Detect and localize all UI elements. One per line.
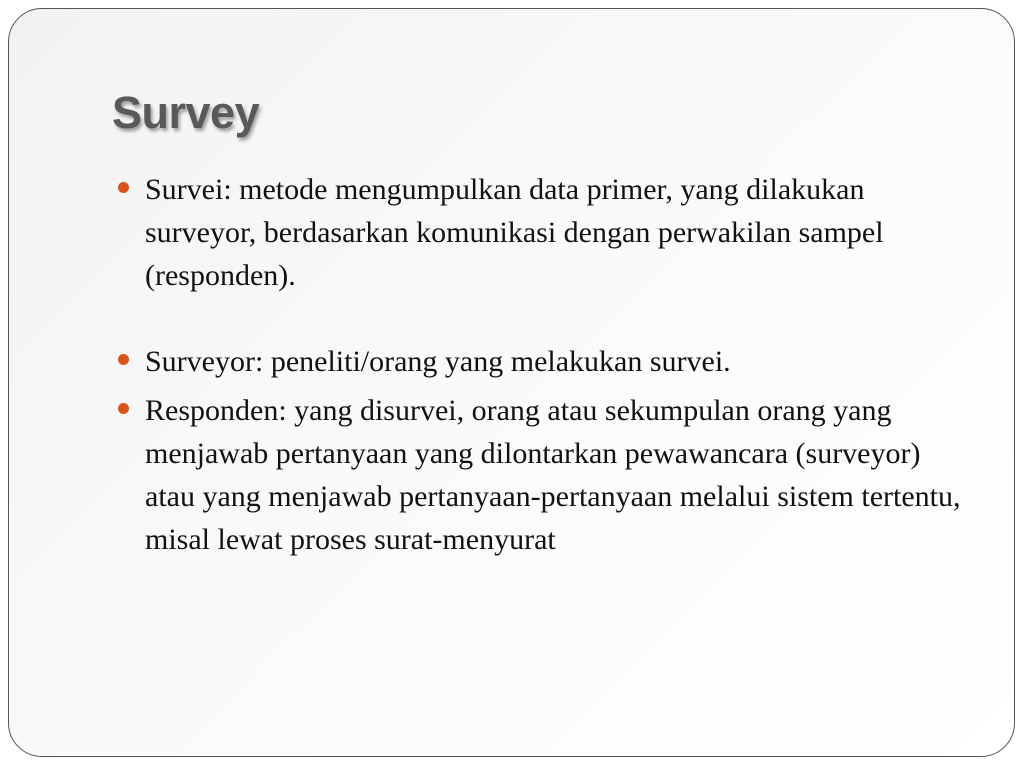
- bullet-list: [116, 168, 976, 561]
- bullet-text: Survei: metode mengumpulkan data primer, yang dilakukan surveyor, berdasarkan komunikasi dengan perwakilan sampel (responden).: [145, 173, 884, 292]
- bullet-dot-icon: [118, 354, 129, 365]
- bullet-text: Responden: yang disurvei, orang atau sekumpulan orang yang menjawab pertanyaan yang dilontarkan pewawancara (surveyor) atau yang menjawab pertanyaan-pertanyaan melalui sistem tertentu, misal lewat proses surat-menyurat: [145, 394, 961, 556]
- bullet-text: Surveyor: peneliti/orang yang melakukan survei.: [145, 345, 731, 378]
- bullet-dot-icon: [118, 182, 129, 193]
- slide-title: Survey: [112, 87, 260, 138]
- bullet-dot-icon: [118, 403, 129, 414]
- bullet-item-responden: [116, 389, 976, 561]
- bullet-item-surveyor: [116, 340, 976, 383]
- bullet-item-survei: [116, 168, 976, 297]
